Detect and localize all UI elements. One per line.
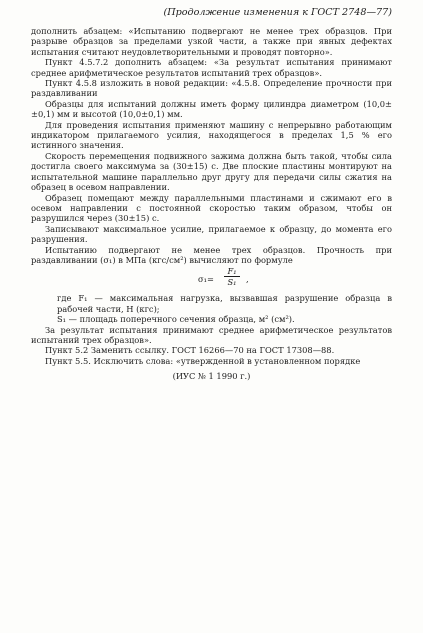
paragraph-strength: Испытанию подвергают не менее трех образцов. Прочность при раздавливании (σ₁) в МПа (кгс/см²) вычисляют по формуле	[31, 244, 392, 265]
paragraph-result: За результат испытания принимают среднее арифметическое результатов испытаний трех образцов».	[31, 324, 392, 345]
paragraph-placement: Образец помещают между параллельными пластинами и сжимают его в осевом направлении с постоянной скоростью таким образом, чтобы он разрушился через (30±15) с.	[31, 192, 392, 224]
formula-denominator: S₁	[227, 277, 237, 288]
formula-lhs: σ₁=	[198, 274, 214, 285]
paragraph-item-5-2: Пункт 5.2 Заменить ссылку. ГОСТ 16266—70 на ГОСТ 17308—88.	[45, 345, 335, 356]
strength-formula	[31, 265, 392, 293]
paragraph-continuation: дополнить абзацем: «Испытанию подвергают не менее трех образцов. При разрыве образцов за пределами узкой части, а также при явных дефектах испытания считают неудовлетворительными и проводят повторно».	[31, 26, 392, 57]
publication-reference: (ИУС № 1 1990 г.)	[172, 371, 251, 382]
paragraph-item-4-5-7-2: Пункт 4.5.7.2 дополнить абзацем: «За результат испытания принимают среднее арифметическое результатов испытаний трех образцов».	[31, 57, 392, 78]
paragraph-speed: Скорость перемещения подвижного зажима должна быть такой, чтобы сила достигла своего максимума за (30±15) с. Две плоские пластины монтируют на испытательной машине параллельно друг другу для передачи силы сжатия на образец в осевом направлении.	[31, 150, 392, 193]
formula-numerator: F₁	[224, 266, 240, 277]
paragraph-item-4-5-8: Пункт 4.5.8 изложить в новой редакции: «4.5.8. Определение прочности при раздавливании	[31, 78, 392, 99]
paragraph-record: Записывают максимальное усилие, прилагаемое к образцу, до момента его разрушения.	[31, 223, 392, 245]
formula-definitions	[31, 293, 392, 324]
paragraph-test-machine: Для проведения испытания применяют машину с непрерывно работающим индикатором прилагаемого усилия, находящегося в пределах 1,5 % его истинного значения.	[31, 119, 392, 151]
definition-s1: S₁ — площадь поперечного сечения образца, м² (см²).	[57, 314, 295, 325]
formula-comma: ,	[246, 274, 249, 285]
document-body	[31, 26, 392, 382]
formula-fraction	[224, 266, 240, 287]
paragraph-item-5-5: Пункт 5.5. Исключить слова: «утвержденной в установленном порядке	[45, 355, 361, 366]
definition-f1: где F₁ — максимальная нагрузка, вызвавшая разрушение образца в рабочей части, Н (кгс);	[57, 293, 392, 314]
paragraph-specimen-shape: Образцы для испытаний должны иметь форму цилиндра диаметром (10,0±±0,1) мм и высотой (10,0±0,1) мм.	[31, 98, 392, 120]
page-header: (Продолжение изменения к ГОСТ 2748—77)	[163, 7, 392, 18]
